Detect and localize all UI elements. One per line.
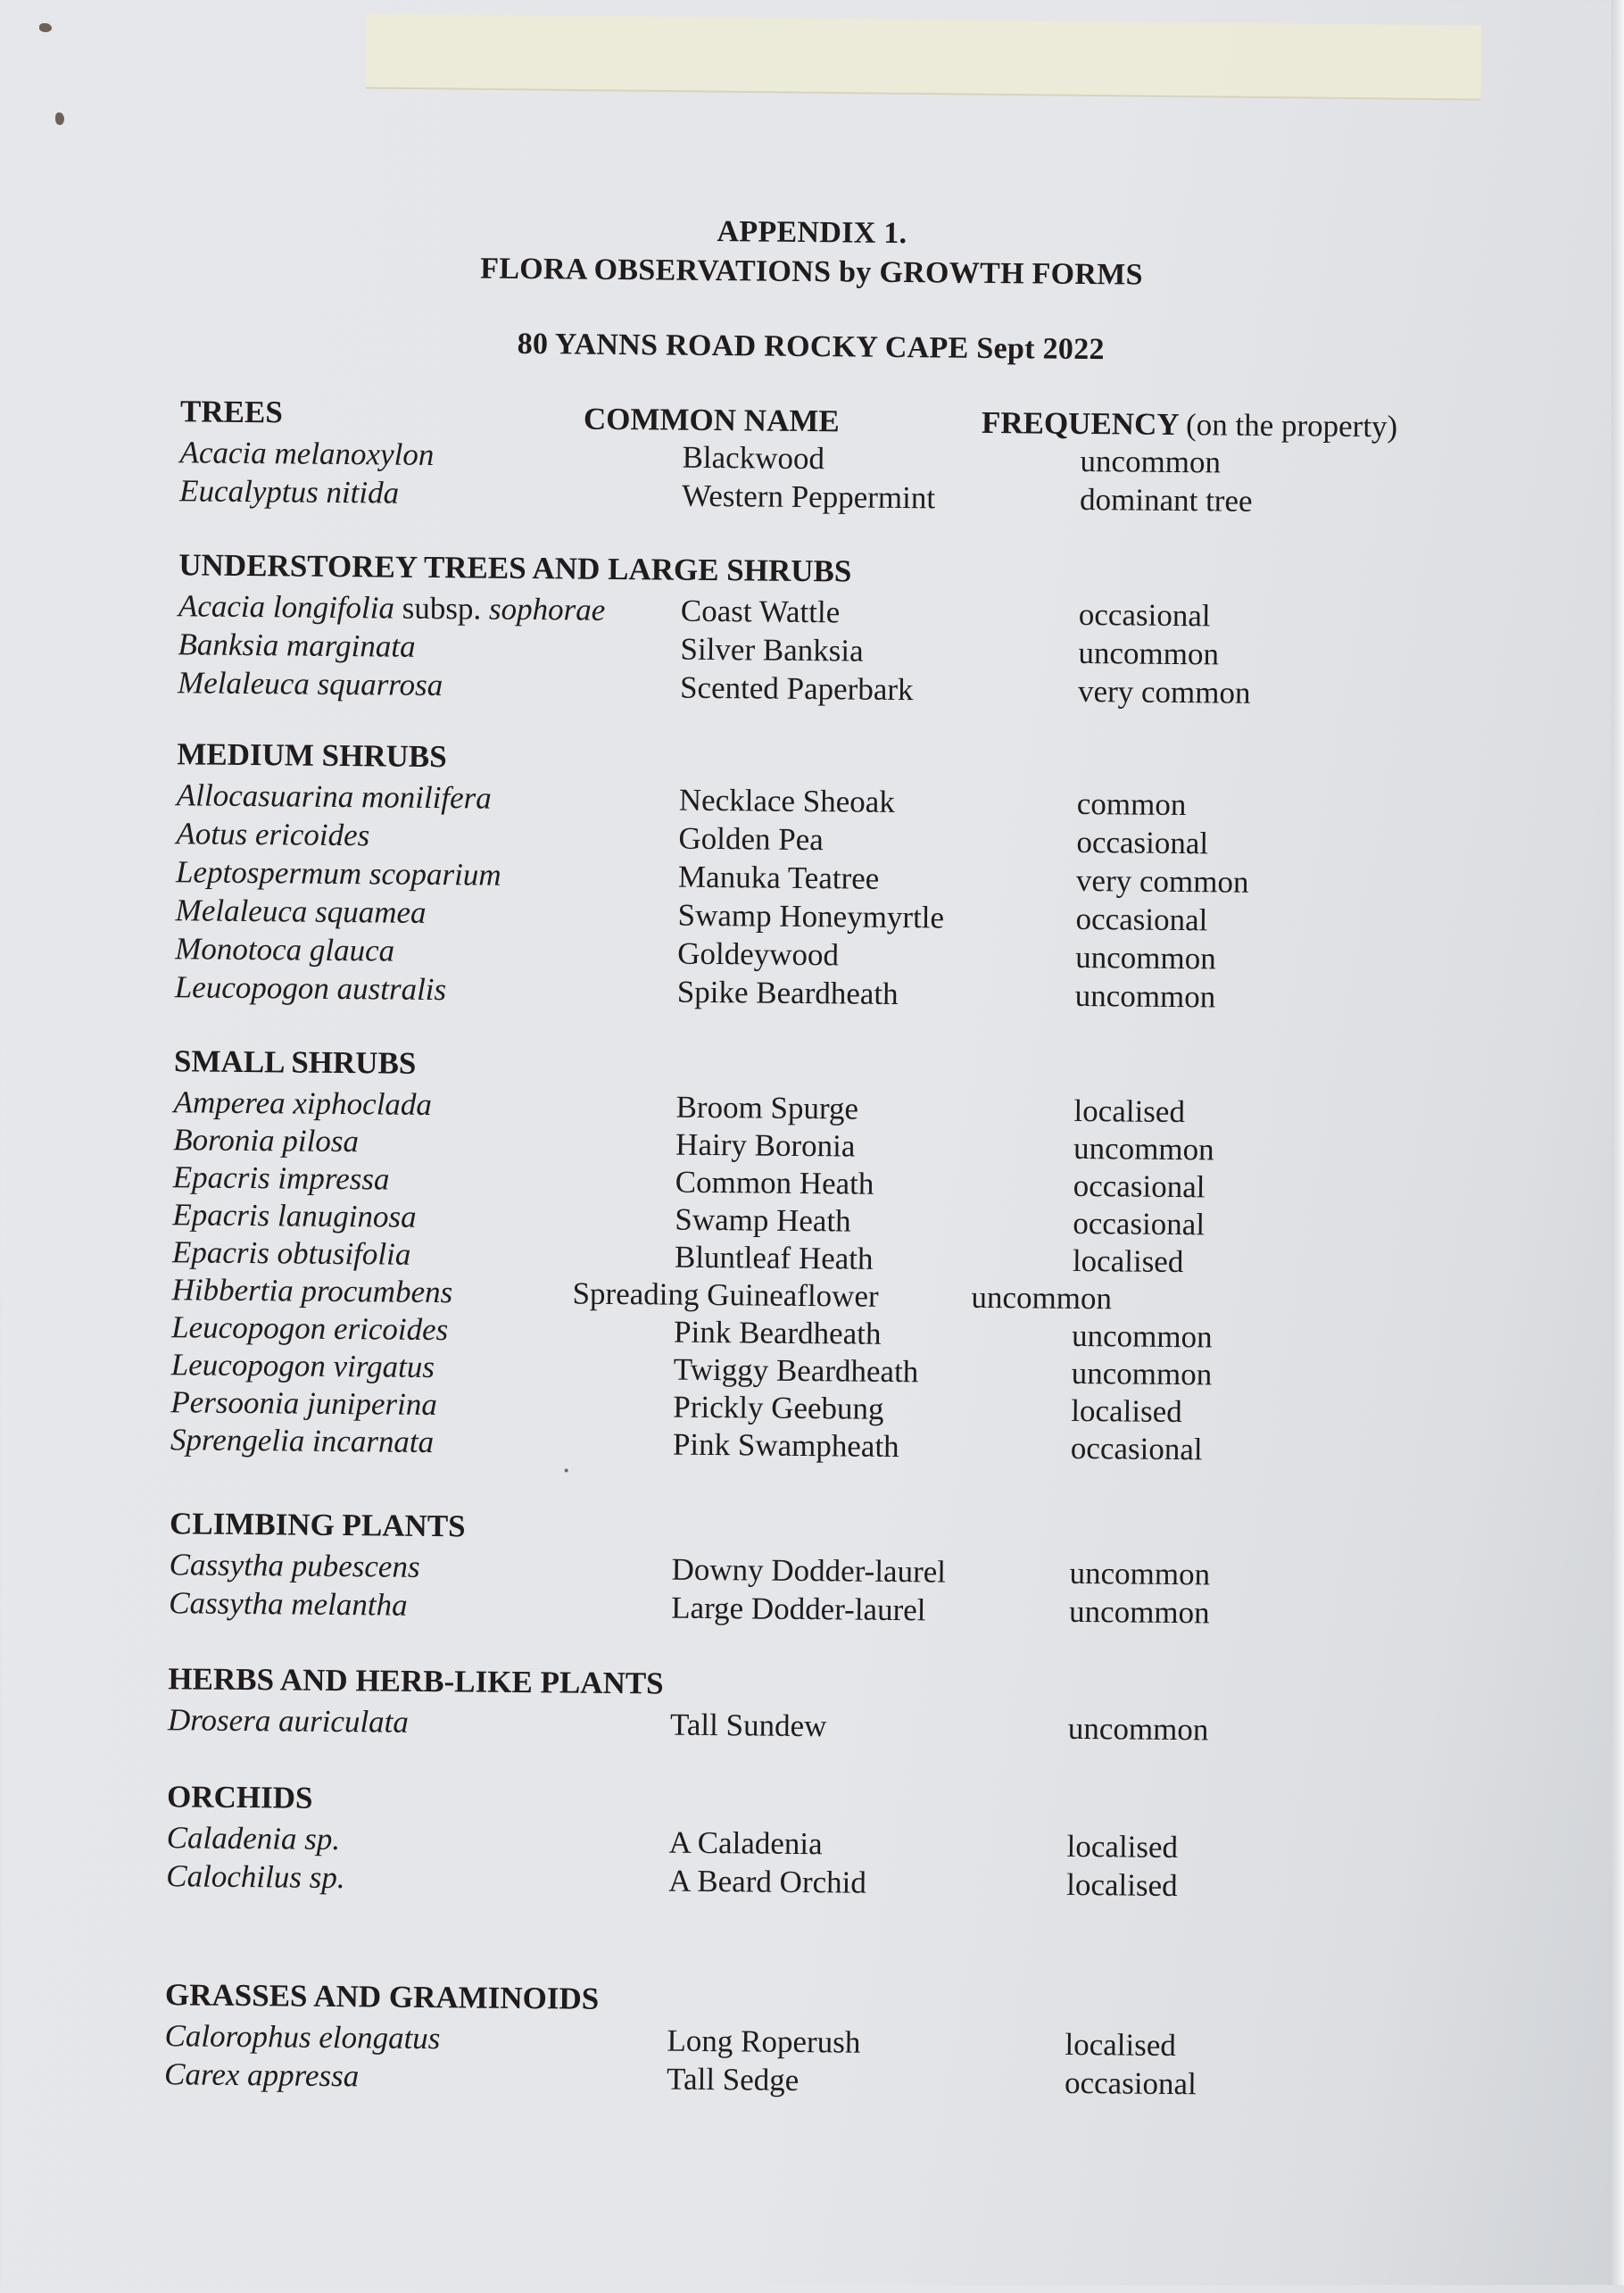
common-name: Western Peppermint xyxy=(681,478,936,516)
col-header-frequency xyxy=(982,405,1398,444)
section-medium-shrubs xyxy=(4,735,1611,1015)
frequency: common xyxy=(1076,785,1187,823)
common-name: Broom Spurge xyxy=(675,1089,859,1126)
section-small-shrubs xyxy=(1,1042,1607,1467)
common-name: Tall Sedge xyxy=(666,2061,800,2098)
section-title: MEDIUM SHRUBS xyxy=(177,736,447,775)
common-name: Bluntleaf Heath xyxy=(674,1239,874,1276)
table-row xyxy=(0,1700,1601,1754)
section-title: GRASSES AND GRAMINOIDS xyxy=(164,1977,600,2016)
section-title: SMALL SHRUBS xyxy=(173,1043,417,1081)
scientific-name: Banksia marginata xyxy=(178,627,416,664)
common-name: Swamp Heath xyxy=(675,1201,851,1239)
common-name: Silver Banksia xyxy=(680,631,864,669)
frequency: uncommon xyxy=(1067,1710,1209,1748)
section-orchids xyxy=(0,1777,1600,1904)
scientific-name: Sprengelia incarnata xyxy=(170,1422,435,1460)
scientific-name: Caladenia sp. xyxy=(166,1820,341,1857)
col-header-common-name: COMMON NAME xyxy=(583,401,840,439)
common-name: Spreading Guineaflower xyxy=(572,1275,879,1314)
common-name: Common Heath xyxy=(675,1164,874,1201)
scientific-name: Cassytha pubescens xyxy=(169,1547,420,1584)
common-name: Large Dodder-laurel xyxy=(670,1590,926,1628)
frequency: uncommon xyxy=(1078,635,1220,672)
section-title: ORCHIDS xyxy=(166,1779,313,1815)
common-name: Coast Wattle xyxy=(680,593,841,630)
scientific-name: Leucopogon ericoides xyxy=(170,1309,449,1348)
frequency: uncommon xyxy=(1071,1355,1213,1392)
common-name: Swamp Honeymyrtle xyxy=(677,897,945,935)
scientific-name: Melaleuca squarrosa xyxy=(177,665,443,703)
scientific-name: Calorophus elongatus xyxy=(164,2018,441,2056)
scientific-name: Calochilus sp. xyxy=(166,1858,345,1896)
scientific-name: Drosera auriculata xyxy=(167,1702,410,1740)
section-title: UNDERSTOREY TREES AND LARGE SHRUBS xyxy=(178,547,852,589)
common-name: Goldeywood xyxy=(677,935,840,973)
section-title: TREES xyxy=(179,394,283,430)
common-name: Twiggy Beardheath xyxy=(673,1351,919,1390)
common-name: Downy Dodder-laurel xyxy=(671,1551,947,1590)
document-location-date: 80 YANNS ROAD ROCKY CAPE Sept 2022 xyxy=(517,327,1105,367)
scientific-name: Boronia pilosa xyxy=(173,1122,360,1159)
col-header-frequency-note: (on the property) xyxy=(1185,407,1398,444)
frequency: localised xyxy=(1066,1866,1178,1904)
appendix-heading: APPENDIX 1. xyxy=(717,215,907,251)
frequency: very common xyxy=(1077,673,1251,710)
section-title: CLIMBING PLANTS xyxy=(169,1506,466,1544)
common-name: Hairy Boronia xyxy=(675,1126,856,1164)
frequency: localised xyxy=(1071,1392,1182,1430)
frequency: occasional xyxy=(1073,1167,1206,1205)
paper-speck xyxy=(565,1468,568,1472)
frequency: localised xyxy=(1073,1092,1186,1130)
scientific-name: Amperea xiphoclada xyxy=(173,1084,433,1123)
common-name: Manuka Teatree xyxy=(677,859,880,896)
scientific-name: Allocasuarina monilifera xyxy=(176,777,492,816)
frequency: uncommon xyxy=(1073,1130,1214,1167)
section-climbing-plants xyxy=(0,1504,1603,1631)
section-grasses xyxy=(0,1975,1598,2102)
scientific-name: Acacia melanoxylon xyxy=(179,435,435,472)
common-name: Golden Pea xyxy=(678,820,824,858)
col-header-frequency-label: FREQUENCY xyxy=(981,404,1179,442)
common-name: Prickly Geebung xyxy=(673,1389,884,1426)
common-name: Pink Beardheath xyxy=(673,1314,882,1351)
frequency: uncommon xyxy=(1074,977,1216,1015)
frequency: localised xyxy=(1066,1828,1179,1865)
scientific-name: Hibbertia procumbens xyxy=(171,1272,453,1310)
scientific-name: Epacris obtusifolia xyxy=(171,1234,411,1272)
common-name: Spike Beardheath xyxy=(676,974,899,1012)
scientific-name: Leptospermum scoparium xyxy=(175,854,501,893)
common-name: Scented Paperbark xyxy=(679,669,914,708)
scientific-name: Melaleuca squamea xyxy=(175,893,427,930)
scientific-name: Monotoca glauca xyxy=(175,931,395,968)
frequency: uncommon xyxy=(1075,939,1216,976)
scientific-name: Epacris impressa xyxy=(172,1159,390,1197)
frequency: occasional xyxy=(1076,824,1209,861)
frequency: uncommon xyxy=(1071,1317,1213,1355)
scientific-name: Cassytha melantha xyxy=(169,1585,408,1623)
scientific-name: Epacris lanuginosa xyxy=(172,1197,417,1234)
scientific-name: Leucopogon australis xyxy=(174,969,447,1008)
scientific-name: Aotus ericoides xyxy=(176,816,370,853)
section-title: HERBS AND HERB-LIKE PLANTS xyxy=(168,1661,664,1701)
scientific-name: Eucalyptus nitida xyxy=(178,473,400,511)
frequency: uncommon xyxy=(1068,1593,1210,1631)
common-name: Necklace Sheoak xyxy=(678,782,896,819)
subspecies-marker: subsp. xyxy=(394,590,490,627)
frequency: localised xyxy=(1065,2026,1177,2064)
frequency: uncommon xyxy=(1069,1555,1211,1592)
frequency: uncommon xyxy=(971,1279,1113,1317)
frequency: localised xyxy=(1072,1242,1184,1280)
frequency: occasional xyxy=(1075,901,1208,938)
common-name: A Beard Orchid xyxy=(668,1863,867,1900)
frequency: dominant tree xyxy=(1079,481,1253,519)
frequency: occasional xyxy=(1070,1430,1203,1467)
section-understorey-trees xyxy=(6,545,1612,710)
document-title: FLORA OBSERVATIONS by GROWTH FORMS xyxy=(480,252,1144,292)
scientific-name: Leucopogon virgatus xyxy=(170,1347,435,1385)
frequency: occasional xyxy=(1078,596,1211,634)
common-name: A Caladenia xyxy=(668,1824,823,1862)
common-name: Tall Sundew xyxy=(669,1707,827,1744)
scientific-name: Persoonia juniperina xyxy=(170,1384,438,1423)
scientific-name: Carex appressa xyxy=(163,2056,360,2094)
frequency: occasional xyxy=(1073,1205,1206,1242)
frequency: occasional xyxy=(1064,2065,1197,2102)
scientific-name xyxy=(178,588,606,628)
common-name: Long Roperush xyxy=(667,2023,861,2060)
frequency: uncommon xyxy=(1080,443,1222,480)
frequency: very common xyxy=(1075,862,1249,900)
subspecies-name: sophorae xyxy=(488,591,606,627)
section-herbs xyxy=(0,1659,1602,1748)
common-name: Blackwood xyxy=(682,439,825,477)
scientific-genus-species: Acacia longifolia xyxy=(178,588,395,626)
common-name: Pink Swampheath xyxy=(672,1426,899,1465)
